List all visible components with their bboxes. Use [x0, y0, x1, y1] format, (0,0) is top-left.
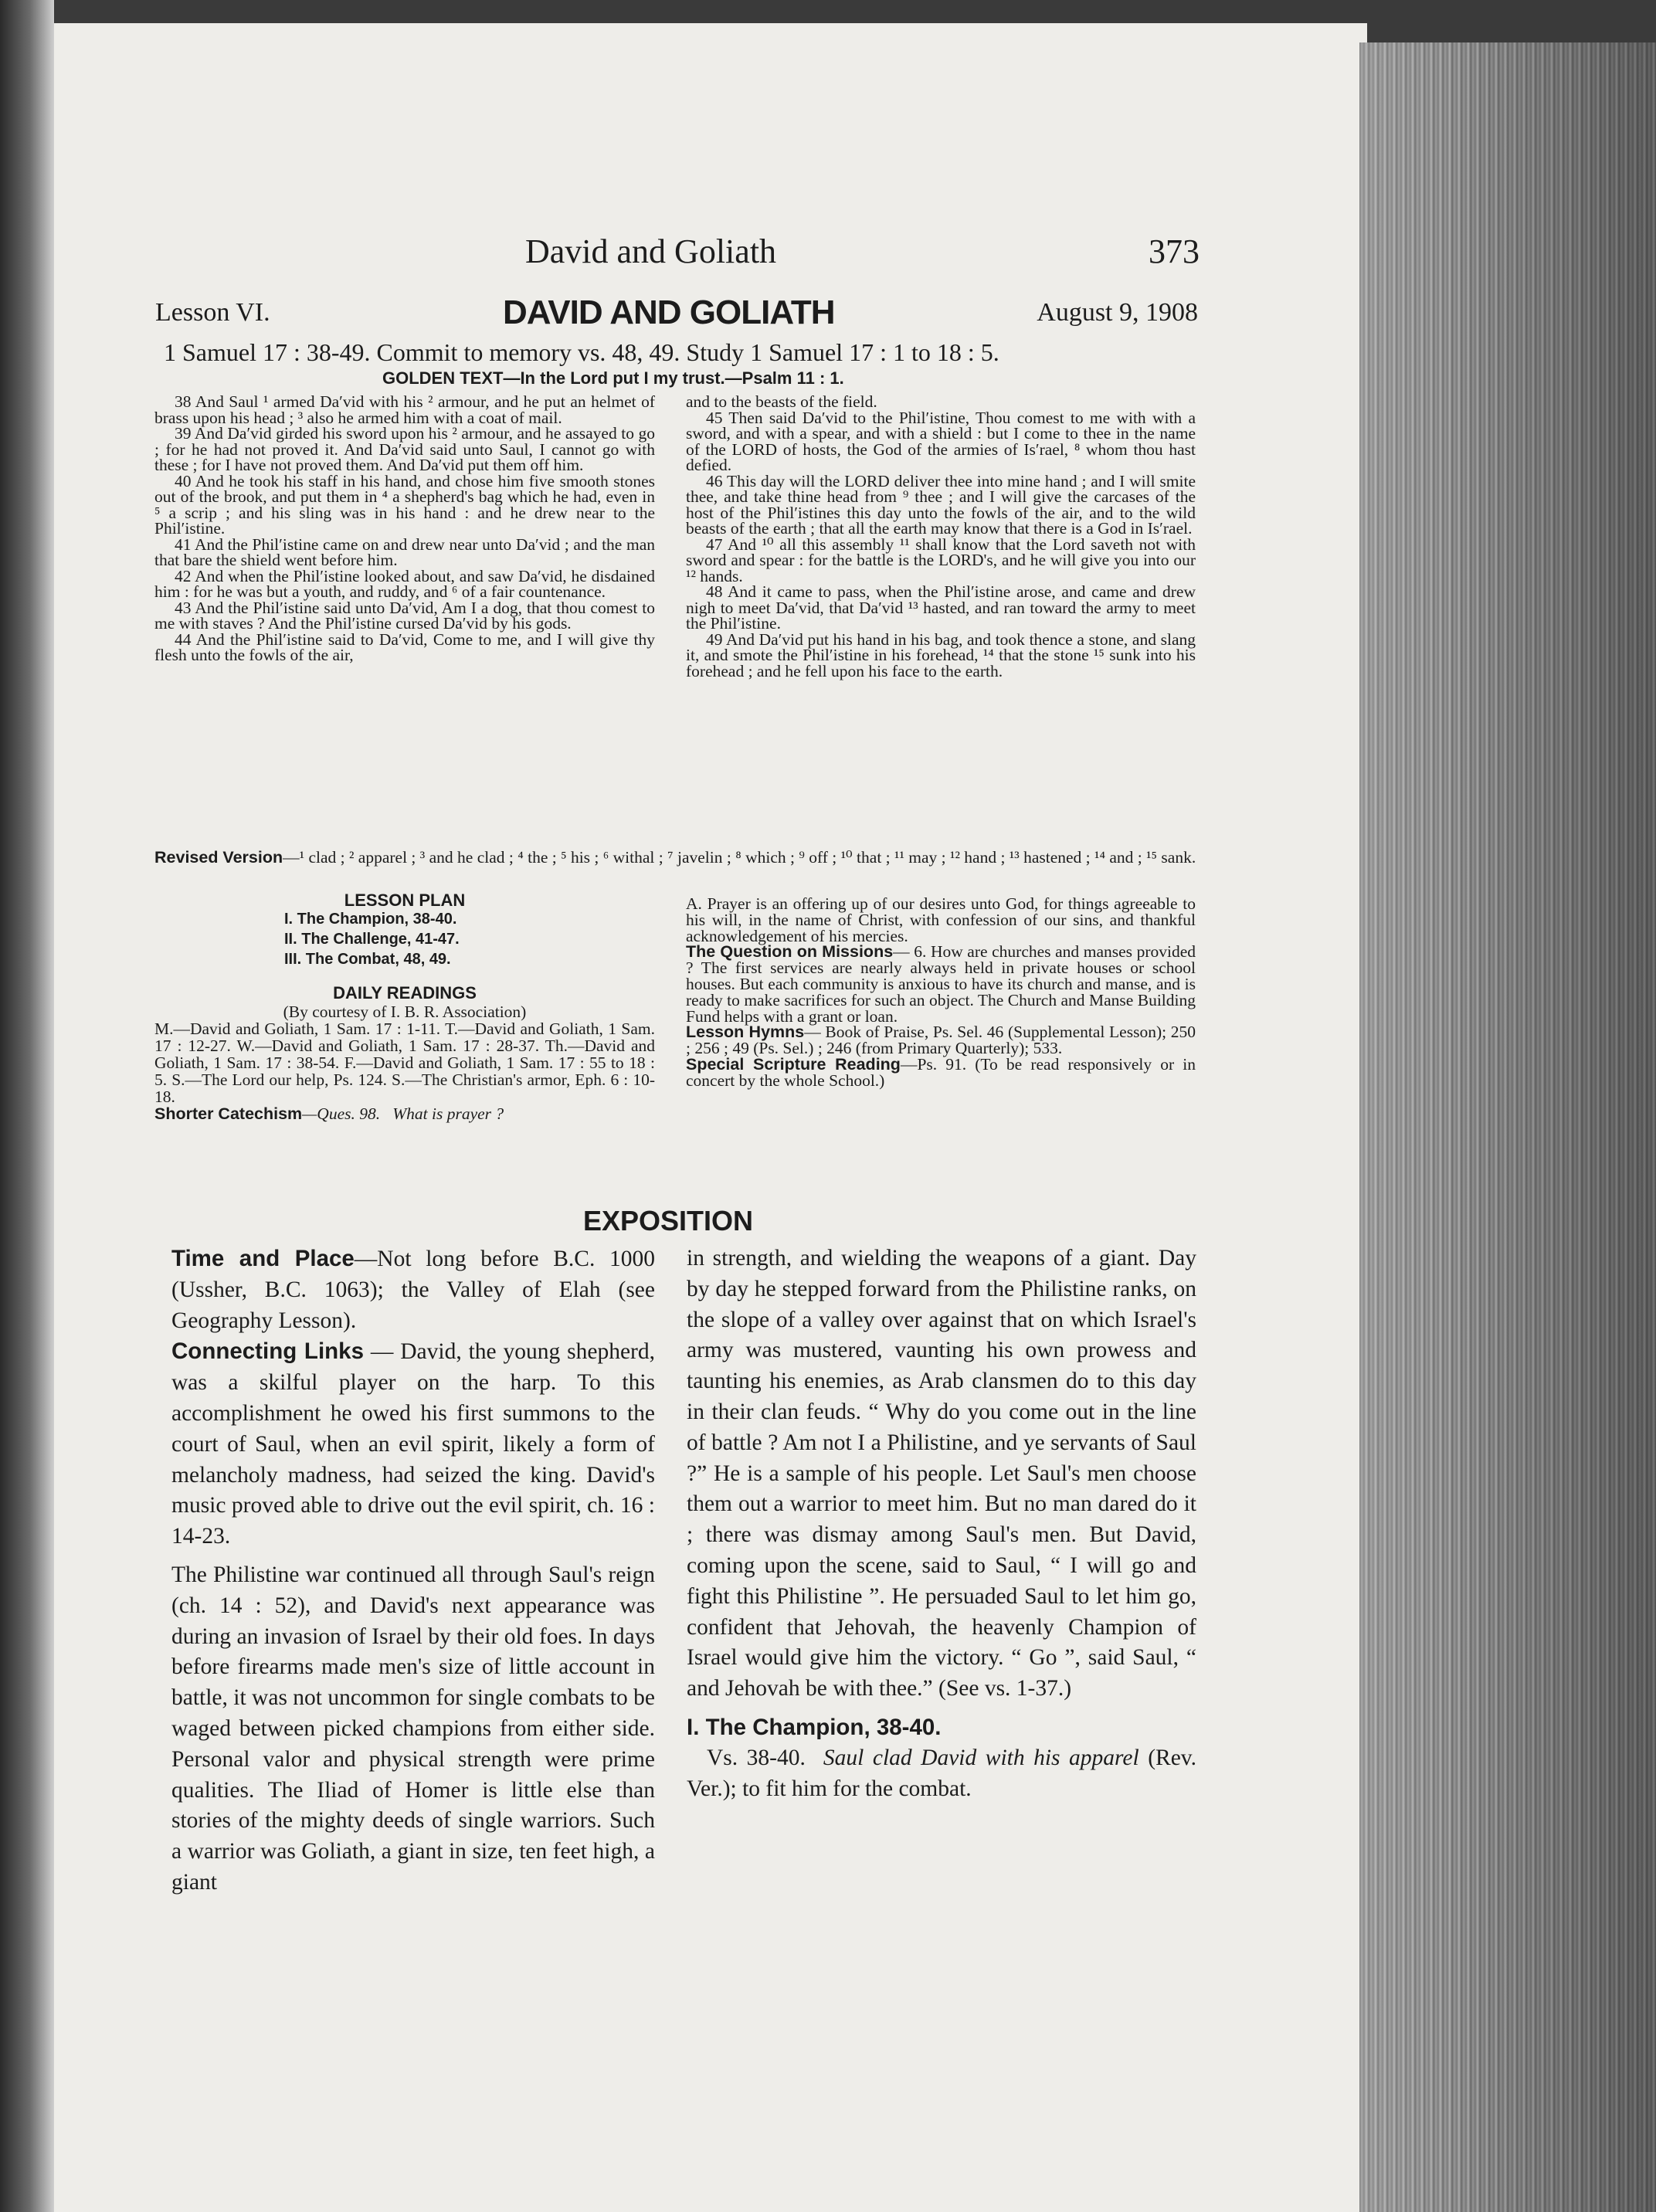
daily-readings-text: M.—David and Goliath, 1 Sam. 17 : 1-11. T.—David and Goliath, 1 Sam. 17 : 12-27. W.—David and Goliath, 1 Sam. 17 : 28-37. Th.—David and Goliath, 1 Sam. 17 : 38-54. F.—David and Goliath, 1 Sam. 17 : 55 to 18 : 5. S.—The Lord our help, Ps. 124. S.—The Christian's armor, Eph. 6 : 10-18. [154, 1019, 655, 1106]
verse-comment-text: (Rev. Ver.); to fit him for the combat. [687, 1745, 1197, 1801]
notes-right-column [686, 896, 1196, 1089]
section-heading: I. The Champion, 38-40. [687, 1714, 942, 1740]
golden-text: GOLDEN TEXT—In the Lord put I my trust.—Psalm 11 : 1. [382, 368, 844, 388]
verse-comment [687, 1743, 1196, 1805]
lesson-plan-column [154, 892, 655, 1122]
lesson-plan-heading: LESSON PLAN [344, 891, 466, 910]
daily-readings-courtesy: (By courtesy of I. B. R. Association) [283, 1003, 527, 1021]
lesson-title: DAVID AND GOLIATH [503, 293, 835, 331]
exposition-left-column [171, 1243, 655, 1898]
hymns-text: — Book of Praise, Ps. Sel. 46 (Supplemental Lesson); 250 ; 256 ; 49 (Ps. Sel.) ; 246 (from Primary Quarterly); 533. [686, 1023, 1196, 1058]
revised-version-notes [154, 850, 1197, 866]
missions-label: The Question on Missions [686, 942, 894, 962]
page-number: 373 [1149, 232, 1200, 270]
daily-readings-heading: DAILY READINGS [333, 983, 477, 1003]
verse: 49 And Da′vid put his hand in his bag, and took thence a stone, and slang it, and smote the Phil′istine in his forehead, ¹⁴ that the stone ¹⁵ sunk into his forehead ; and he fell upon his face to the earth. [686, 629, 1196, 680]
lesson-plan-item: II. The Challenge, 41-47. [284, 931, 460, 948]
lesson-plan-item: III. The Combat, 48, 49. [284, 951, 451, 968]
special-reading-text: —Ps. 91. (To be read responsively or in concert by the whole School.) [686, 1054, 1196, 1090]
exposition-paragraph: The Philistine war continued all through Saul's reign (ch. 14 : 52), and David's next appearance was during an invasion of Israel by their old foes. In days before firearms made men's size of little account in battle, it was not uncommon for single combats to be waged between picked champions from either side. Personal valor and physical strength were prime qualities. The Iliad of Homer is little else than stories of the mighty deeds of single warriors. Such a warrior was Goliath, a giant in size, ten feet high, a giant [171, 1562, 655, 1895]
time-and-place-text: —Not long before B.C. 1000 (Ussher, B.C. 1063); the Valley of Elah (see Geography Lesson). [171, 1247, 656, 1333]
missions-note [686, 944, 1196, 1024]
exposition-paragraph: in strength, and wielding the weapons of a giant. Day by day he stepped forward from the Philistine ranks, on the slope of a valley over against that on which Israel's army was mustered, vaunting his own prowess and taunting his enemies, as Arab clansmen do to this day in their clan feuds. “ Why do you come out in the line of battle ? Am not I a Philistine, and ye servants of Saul ?” He is a sample of his people. Let Saul's men choose them out a warrior to meet him. But no man dared do it ; there was dismay among Saul's men. But David, coming upon the scene, said to Saul, “ I will go and fight this Philistine ”. He persuaded Saul to let him go, confident that Jehovah, the heavenly Champion of Israel would give him the victory. “ Go ”, said Saul, “ and Jehovah be with thee.” (See vs. 1-37.) [687, 1246, 1196, 1701]
missions-text: — 6. How are churches and manses provided ? The first services are nearly always held in private houses or school houses. But each community is anxious to have its church and manse, and is ready to make sacrifices for such an object. The Church and Manse Building Fund helps with a grant or loan. [686, 942, 1196, 1026]
left-page-edge [0, 0, 54, 2212]
verse: 44 And the Phil′istine said to Da′vid, Come to me, and I will give thy flesh unto the fowls of the air, [154, 629, 655, 664]
shorter-catechism-label: Shorter Catechism [154, 1104, 303, 1123]
verses-left-column [154, 394, 655, 663]
verse: 41 And the Phil′istine came on and drew near unto Da′vid ; and the man that bare the shield went before him. [154, 534, 655, 569]
hymns-note [686, 1024, 1196, 1057]
running-head-title: David and Goliath [525, 232, 777, 270]
revised-version-label: Revised Version [154, 848, 283, 867]
verse: 46 This day will the LORD deliver thee into mine hand ; and I will smite thee, and take thine head from ⁹ thee ; and I will give the carcases of the host of the Phil′istines this day unto the fowls of the air, and to the wild beasts of the earth ; that all the earth may know that there is a God in Is′rael. [686, 471, 1196, 538]
verse: and to the beasts of the field. [686, 392, 877, 411]
revised-version-text: —¹ clad ; ² apparel ; ³ and he clad ; ⁴ the ; ⁵ his ; ⁶ withal ; ⁷ javelin ; ⁸ which ; ⁹ off ; ¹⁰ that ; ¹¹ may ; ¹² hand ; ¹³ hastened ; ¹⁴ and ; ¹⁵ sank. [283, 848, 1196, 867]
lesson-header [155, 293, 1198, 337]
verse: 45 Then said Da′vid to the Phil′istine, Thou comest to me with with a sword, and with a spear, and with a shield : but I come to thee in the name of the LORD of hosts, the God of the armies of Is′rael, ⁸ whom thou hast defied. [686, 408, 1196, 474]
shorter-catechism [154, 1105, 655, 1122]
verse: 47 And ¹⁰ all this assembly ¹¹ shall know that the Lord saveth not with sword and spear : for the battle is the LORD's, and he will give you into our ¹² hands. [686, 534, 1196, 585]
scripture-line: 1 Samuel 17 : 38-49. Commit to memory vs. 48, 49. Study 1 Samuel 17 : 1 to 18 : 5. [164, 338, 999, 366]
special-reading-label: Special Scripture Reading [686, 1054, 901, 1074]
verse: 40 And he took his staff in his hand, and chose him five smooth stones out of the brook, and put them in ⁴ a shepherd's bag which he had, even in ⁵ a scrip ; and his sling was in his hand : and he drew near to the Phil′istine. [154, 471, 655, 538]
lesson-number: Lesson VI. [155, 298, 270, 327]
verse-quote: Saul clad David with his apparel [823, 1745, 1139, 1770]
verse-ref: Vs. 38-40. [707, 1745, 806, 1770]
time-and-place [171, 1243, 655, 1336]
verse: 38 And Saul ¹ armed Da′vid with his ² armour, and he put an helmet of brass upon his head ; ³ also he armed him with a coat of mail. [154, 392, 655, 427]
hymns-label: Lesson Hymns [686, 1023, 805, 1042]
exposition-title: EXPOSITION [583, 1205, 754, 1237]
connecting-links-text: — David, the young shepherd, was a skilful player on the harp. To this accomplishment he owed his first summons to the court of Saul, when an evil spirit, likely a form of melancholy madness, had seized the king. David's music proved able to drive out the evil spirit, ch. 16 : 14-23. [171, 1339, 655, 1549]
catechism-answer: A. Prayer is an offering up of our desires unto God, for things agreeable to his will, in the name of Christ, with confession of our sins, and thankful acknowledgement of his mercies. [686, 894, 1196, 945]
lesson-plan-item: I. The Champion, 38-40. [284, 911, 457, 928]
verses-right-column [686, 394, 1196, 679]
lesson-date: August 9, 1908 [1037, 298, 1198, 327]
catechism-ques: —Ques. 98. [302, 1104, 381, 1123]
connecting-links-label: Connecting Links [171, 1338, 364, 1365]
verse: 48 And it came to pass, when the Phil′istine arose, and came and drew nigh to meet Da′vid, that Da′vid ¹³ hasted, and ran toward the army to meet the Phil′istine. [686, 582, 1196, 633]
verse: 43 And the Phil′istine said unto Da′vid, Am I a dog, that thou comest to me with staves ? And the Phil′istine cursed Da′vid by his gods. [154, 598, 655, 633]
verse: 42 And when the Phil′istine looked about, and saw Da′vid, he disdained him : for he was but a youth, and ruddy, and ⁶ of a fair countenance. [154, 566, 655, 601]
catechism-question: What is prayer ? [392, 1104, 504, 1123]
special-reading-note [686, 1054, 1196, 1090]
verse: 39 And Da′vid girded his sword upon his ² armour, and he assayed to go ; for he had not proved it. And Da′vid said unto Saul, I cannot go with these ; for I have not proved them. And Da′vid put them off him. [154, 424, 655, 474]
time-and-place-label: Time and Place [171, 1246, 355, 1271]
connecting-links [171, 1336, 655, 1552]
exposition-right-column [687, 1243, 1196, 1804]
